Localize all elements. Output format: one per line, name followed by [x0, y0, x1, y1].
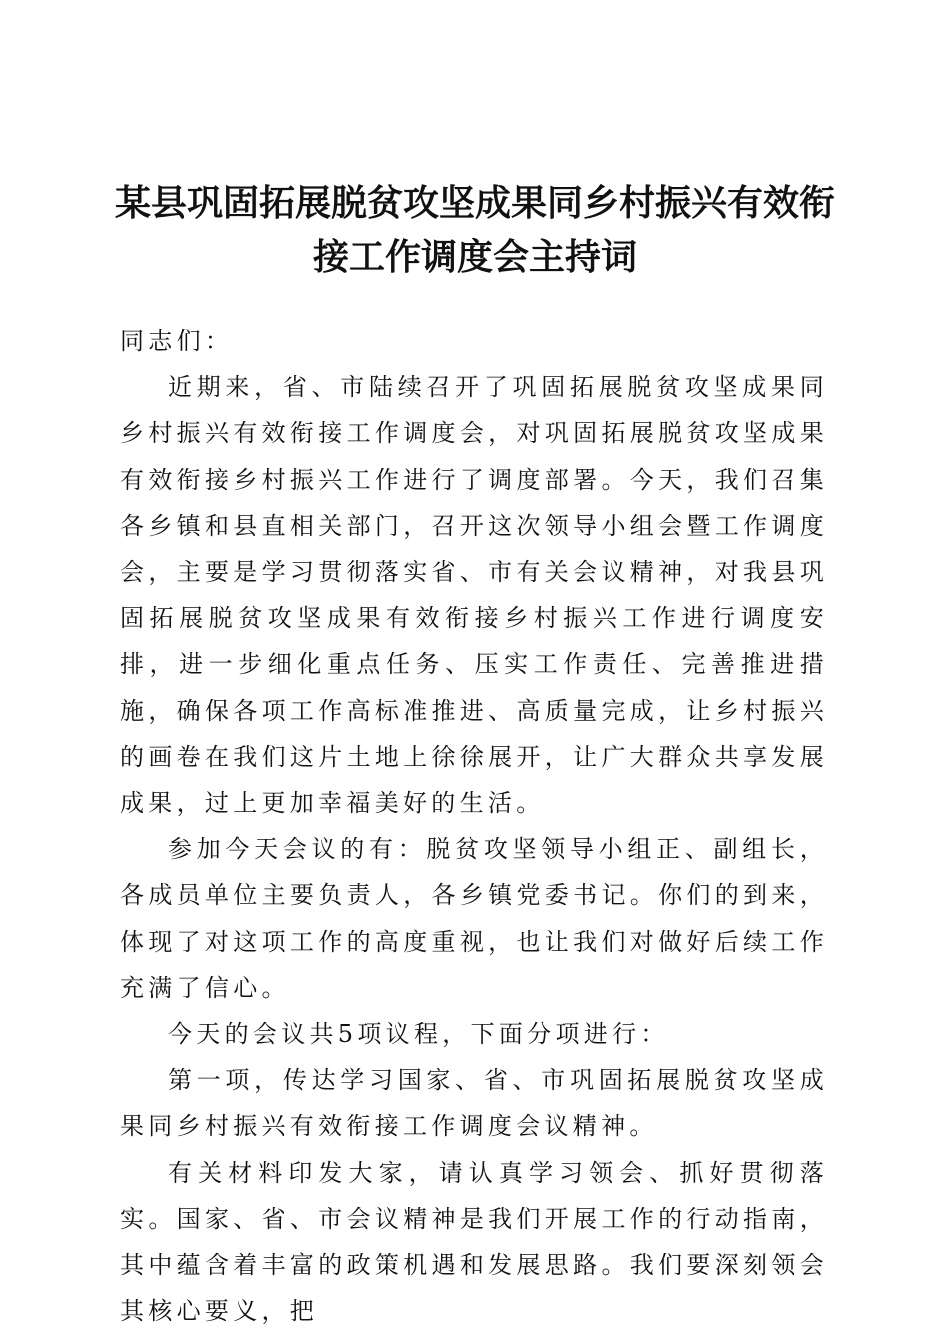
paragraph-materials: 有关材料印发大家，请认真学习领会、抓好贯彻落实。国家、省、市会议精神是我们开展工作的行动指南，其中蕴含着丰富的政策机遇和发展思路。我们要深刻领会其核心要义，把 [120, 1158, 828, 1326]
title-line-2: 接工作调度会主持词 [312, 236, 637, 278]
paragraph-item-one: 第一项，传达学习国家、省、市巩固拓展脱贫攻坚成果同乡村振兴有效衔接工作调度会议精神。 [120, 1066, 828, 1141]
paragraph-agenda: 今天的会议共5项议程，下面分项进行： [168, 1020, 669, 1049]
document-body [120, 318, 828, 1334]
paragraph-intro: 近期来，省、市陆续召开了巩固拓展脱贫攻坚成果同乡村振兴有效衔接工作调度会，对巩固拓展脱贫攻坚成果有效衔接乡村振兴工作进行了调度部署。今天，我们召集各乡镇和县直相关部门，召开这次领导小组会暨工作调度会，主要是学习贯彻落实省、市有关会议精神，对我县巩固拓展脱贫攻坚成果有效衔接乡村振兴工作进行调度安排，进一步细化重点任务、压实工作责任、完善推进措施，确保各项工作高标准推进、高质量完成，让乡村振兴的画卷在我们这片土地上徐徐展开，让广大群众共享发展成果，过上更加幸福美好的生活。 [120, 373, 828, 818]
salutation: 同志们： [120, 327, 234, 355]
title-line-1: 某县巩固拓展脱贫攻坚成果同乡村振兴有效衔 [114, 182, 835, 224]
paragraph-attendees: 参加今天会议的有：脱贫攻坚领导小组正、副组长，各成员单位主要负责人，各乡镇党委书记。你们的到来，体现了对这项工作的高度重视，也让我们对做好后续工作充满了信心。 [120, 835, 828, 1002]
document-title [100, 176, 850, 284]
